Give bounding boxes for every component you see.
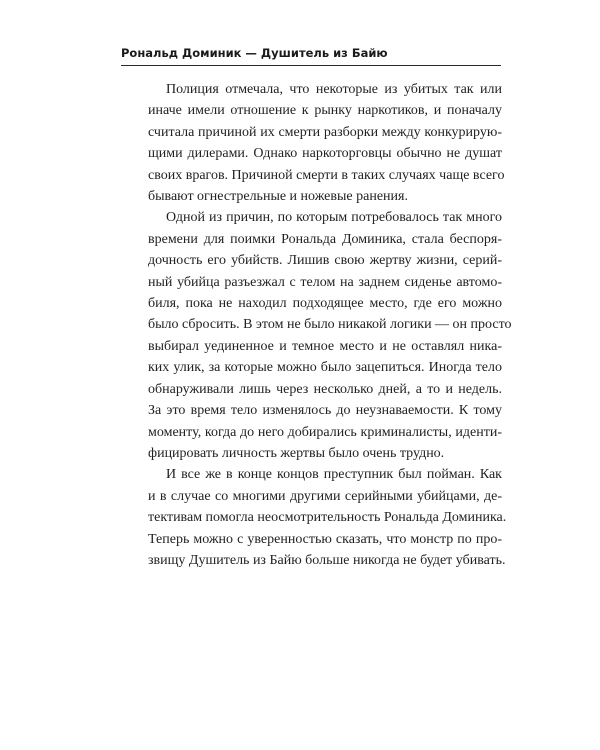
text-line: и в случае со многими другими серийными убийцами, де-	[148, 488, 502, 504]
text-line: Полиция отмечала, что некоторые из убитых так или	[166, 82, 502, 97]
text-line: И все же в конце концов преступник был пойман. Как	[166, 467, 502, 483]
paragraph-1	[148, 79, 505, 207]
text-line: было сбросить. В этом не было никакой логики — он просто	[148, 317, 512, 333]
text-line: бывают огнестрельные и ножевые ранения.	[148, 189, 408, 205]
body-text	[148, 79, 512, 571]
text-line: своих врагов. Причиной смерти в таких случаях чаще всего	[148, 167, 505, 183]
paragraph-3	[148, 464, 507, 571]
header-divider	[121, 65, 501, 66]
text-line: Одной из причин, по которым потребовалось так много	[166, 210, 502, 226]
text-line: щими дилерами. Однако наркоторговцы обычно не душат	[148, 146, 502, 162]
text-line: ких улик, за которые можно было зацепиться. Иногда тело	[148, 360, 502, 376]
running-head-title: Рональд Доминик — Душитель из Байю	[121, 46, 388, 60]
text-line: ный убийца разъезжал с телом на заднем сиденье автомо-	[148, 274, 502, 290]
text-line: За это время тело изменялось до неузнаваемости. К тому	[148, 403, 502, 419]
text-line: считала причиной их смерти разборки между конкурирую-	[148, 124, 502, 140]
text-line: Теперь можно с уверенностью сказать, что монстр по про-	[148, 531, 502, 547]
text-line: обнаруживали лишь через несколько дней, а то и недель.	[148, 381, 502, 397]
text-line: звищу Душитель из Байю больше никогда не будет убивать.	[148, 552, 506, 568]
text-line: времени для поимки Рональда Доминика, стала беспоря-	[148, 231, 502, 247]
text-line: биля, пока не находил подходящее место, где его можно	[148, 296, 502, 312]
text-line: моменту, когда до него добирались криминалисты, иденти-	[148, 424, 502, 440]
text-line: выбирал уединенное и темное место и не оставлял ника-	[148, 338, 502, 354]
text-line: фицировать личность жертвы было очень трудно.	[148, 445, 445, 461]
text-line: тективам помогла неосмотрительность Рональда Доминика.	[148, 510, 507, 526]
text-line: дочность его убийств. Лишив свою жертву жизни, серий-	[148, 253, 502, 269]
paragraph-2	[148, 207, 512, 464]
text-line: иначе имели отношение к рынку наркотиков, и поначалу	[148, 103, 502, 119]
